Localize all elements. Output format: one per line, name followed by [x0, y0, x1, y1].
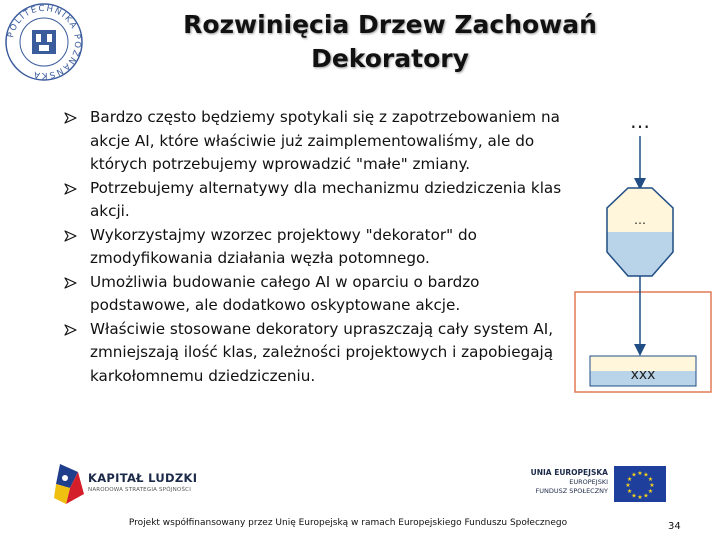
bullet-item [60, 106, 570, 177]
eu-fund-line-1: EUROPEJSKI [569, 478, 608, 486]
arrow-bullet-icon [64, 230, 77, 242]
slide-title [110, 8, 670, 76]
university-seal-logo [4, 2, 84, 82]
svg-text:★: ★ [643, 492, 649, 500]
svg-text:★: ★ [631, 492, 637, 500]
bullet-item [60, 224, 570, 271]
bullet-text: Wykorzystajmy wzorzec projektowy "dekorator" do zmodyfikowania działania węzła potomnego. [90, 225, 477, 267]
svg-text:★: ★ [647, 488, 654, 495]
bullet-text: Bardzo często będziemy spotykali się z zapotrzebowaniem na akcje AI, które właściwie już zaimplementowaliśmy, ale do których potrzebujemy wprowadzić "małe" zmiany. [90, 108, 560, 173]
svg-text:★: ★ [626, 488, 633, 495]
page-number: 34 [668, 521, 681, 532]
slide-title-line-2: Dekoratory [311, 44, 469, 73]
eu-text-block [528, 468, 608, 496]
child-node-label: xxx [630, 367, 656, 383]
arrow-bullet-icon [64, 324, 77, 336]
bullet-item [60, 318, 570, 389]
svg-text:★: ★ [647, 476, 654, 483]
svg-text:★: ★ [637, 470, 643, 477]
svg-text:POLITECHNIKA POZNAŃSKA: POLITECHNIKA POZNAŃSKA [6, 3, 83, 81]
bullet-item [60, 271, 570, 318]
svg-text:★: ★ [626, 476, 633, 483]
decorator-node [607, 188, 673, 276]
arrow-bullet-icon [64, 277, 77, 289]
kapital-ludzki-title: KAPITAŁ LUDZKI [88, 471, 198, 485]
decorator-node-label: … [634, 213, 646, 227]
bullet-text: Potrzebujemy alternatywy dla mechanizmu dziedziczenia klas akcji. [90, 178, 562, 220]
bullet-list [60, 106, 570, 388]
eu-flag-icon [614, 466, 666, 502]
kapital-ludzki-subtitle: NARODOWA STRATEGIA SPÓJNOŚCI [88, 487, 192, 493]
bullet-item [60, 177, 570, 224]
svg-text:★: ★ [649, 482, 655, 489]
eu-fund-line-2: FUNDUSZ SPOŁECZNY [535, 487, 608, 495]
svg-text:★: ★ [625, 482, 631, 489]
arrow-bullet-icon [64, 183, 77, 195]
bullet-text: Właściwie stosowane dekoratory upraszczają cały system AI, zmniejszają ilość klas, zależności projektowych i zapobiegają karkołomnemu dziedziczeniu. [90, 319, 554, 385]
arrow-bullet-icon [64, 112, 77, 124]
eu-title: UNIA EUROPEJSKA [530, 468, 608, 477]
svg-text:★: ★ [637, 494, 643, 501]
decorator-diagram [560, 100, 720, 400]
svg-text:★: ★ [643, 471, 649, 479]
funding-footnote: Projekt współfinansowany przez Unię Europejską w ramach Europejskiego Funduszu Społecznego [128, 518, 568, 528]
parent-node-label: … [630, 109, 650, 133]
slide-title-line-1: Rozwinięcia Drzew Zachowań [183, 10, 597, 39]
bullet-text: Umożliwia budowanie całego AI w oparciu o bardzo podstawowe, ale dodatkowo oskyptowane akcje. [90, 272, 480, 314]
svg-text:★: ★ [631, 471, 637, 479]
